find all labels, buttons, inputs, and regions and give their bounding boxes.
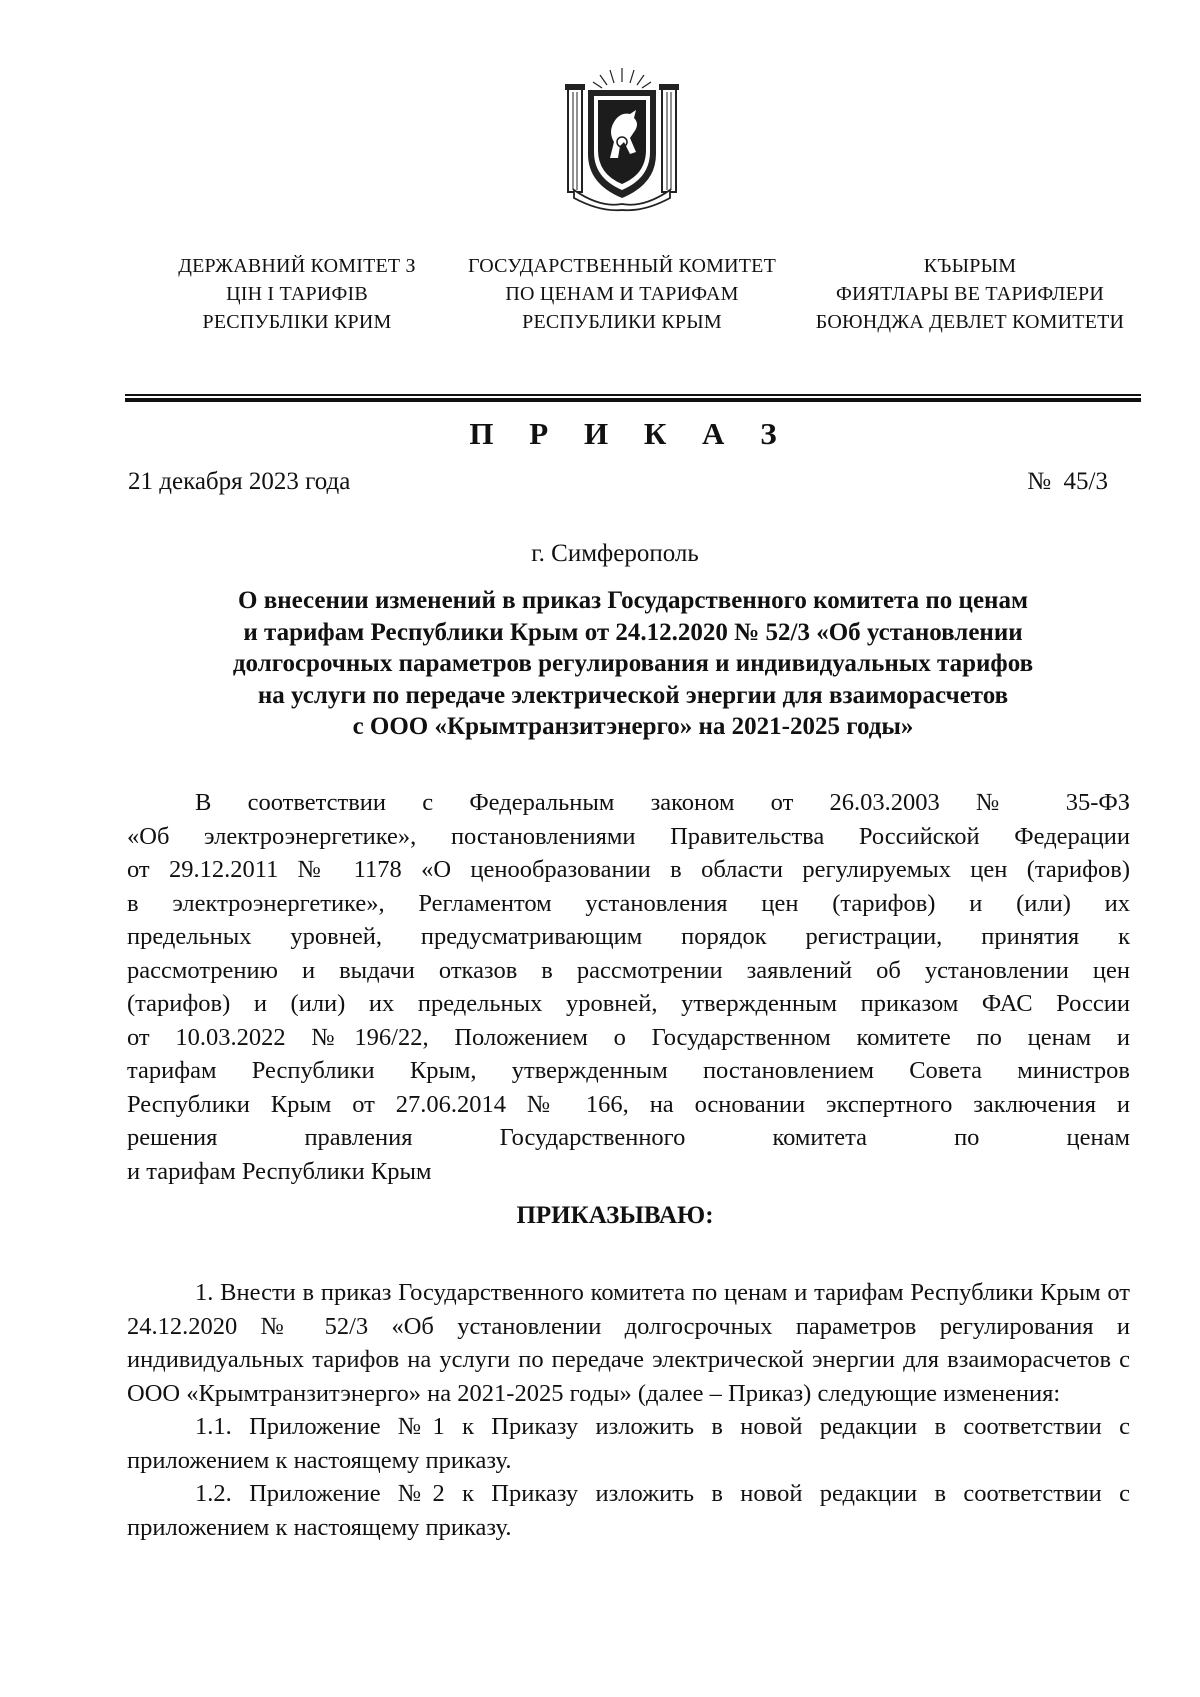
preamble-line: тарифам Республики Крым, утвержденным постановлением Совета министров [127, 1057, 1130, 1084]
preamble-line: предельных уровней, предусматривающим порядок регистрации, принятия к [127, 923, 1130, 950]
preamble-line: в электроэнергетике», Регламентом установления цен (тарифов) и (или) их [127, 889, 1130, 917]
preamble-line: от 10.03.2022 №196/22, Положением о Государственном комитете по ценам и [127, 1023, 1130, 1051]
order-items [127, 1276, 1130, 1544]
header-line: ПО ЦЕНАМ И ТАРИФАМ [505, 283, 739, 305]
preamble-paragraph [127, 786, 1130, 1188]
title-line: с ООО «Крымтранзитэнерго» на 2021-2025 годы» [352, 713, 914, 740]
header-divider [125, 394, 1141, 396]
header-line: ЦІН І ТАРИФІВ [226, 283, 368, 305]
document-type: П Р И К А З [469, 416, 791, 451]
document-number: № 45/3 [1027, 468, 1108, 495]
header-divider-thick [125, 398, 1141, 402]
preamble-line: В соответствии с Федеральным законом от 26.03.2003 № 35-ФЗ [195, 789, 1130, 816]
preamble-line: решения правления Государственного комитета по ценам [127, 1124, 1130, 1151]
header-line: ФИЯТЛАРЫ ВЕ ТАРИФЛЕРИ [835, 283, 1104, 305]
header-line: РЕСПУБЛИКИ КРЫМ [522, 311, 722, 333]
header-crimean-tatar-block [810, 252, 1130, 336]
document-date: 21 декабря 2023 года [128, 468, 351, 495]
header-line: КЪЫРЫМ [923, 255, 1017, 277]
document-title [125, 585, 1141, 743]
coat-of-arms-emblem [560, 62, 684, 212]
preamble-line: от 29.12.2011 № 1178 «О ценообразовании в области регулируемых цен (тарифов) [127, 856, 1130, 883]
header-ukrainian-block [152, 252, 442, 336]
order-item: 1.2. Приложение №2 к Приказу изложить в новой редакции в соответствии с приложением к настоящему приказу. [127, 1480, 1130, 1541]
header-line: РЕСПУБЛІКИ КРИМ [202, 311, 392, 333]
header-line: БОЮНДЖА ДЕВЛЕТ КОМИТЕТИ [815, 311, 1125, 333]
preamble-line: и тарифам Республики Крым [127, 1157, 432, 1185]
title-line: О внесении изменений в приказ Государственного комитета по ценам [238, 587, 1028, 614]
preamble-line: рассмотрению и выдачи отказов в рассмотрении заявлений об установлении цен [127, 956, 1130, 984]
document-city: г. Симферополь [531, 540, 699, 567]
header-russian-block [462, 252, 782, 336]
order-item: 1. Внести в приказ Государственного комитета по ценам и тарифам Республики Крым от 24.12.2020 № 52/3 «Об установлении долгосрочных параметров регулирования и индивидуальных тарифов на услуги по передаче электрической энергии для взаиморасчетов с ООО «Крымтранзитэнерго» на 2021-2025 годы» (далее – Приказ) следующие изменения: [127, 1279, 1130, 1407]
preamble-line: Республики Крым от 27.06.2014 № 166, на основании экспертного заключения и [127, 1090, 1130, 1118]
preamble-line: «Об электроэнергетике», постановлениями Правительства Российской Федерации [127, 822, 1130, 850]
title-line: на услуги по передаче электрической энергии для взаиморасчетов [257, 681, 1009, 709]
title-line: и тарифам Республики Крым от 24.12.2020 № 52/3 «Об установлении [243, 618, 1023, 646]
header-line: ГОСУДАРСТВЕННЫЙ КОМИТЕТ [467, 255, 777, 277]
order-item: 1.1. Приложение №1 к Приказу изложить в новой редакции в соответствии с приложением к настоящему приказу. [127, 1413, 1130, 1474]
title-line: долгосрочных параметров регулирования и индивидуальных тарифов [232, 650, 1034, 677]
header-line: ДЕРЖАВНИЙ КОМІТЕТ З [178, 255, 416, 277]
preamble-line: (тарифов) и (или) их предельных уровней, утвержденным приказом ФАС России [127, 990, 1130, 1017]
order-heading: ПРИКАЗЫВАЮ: [516, 1202, 714, 1229]
